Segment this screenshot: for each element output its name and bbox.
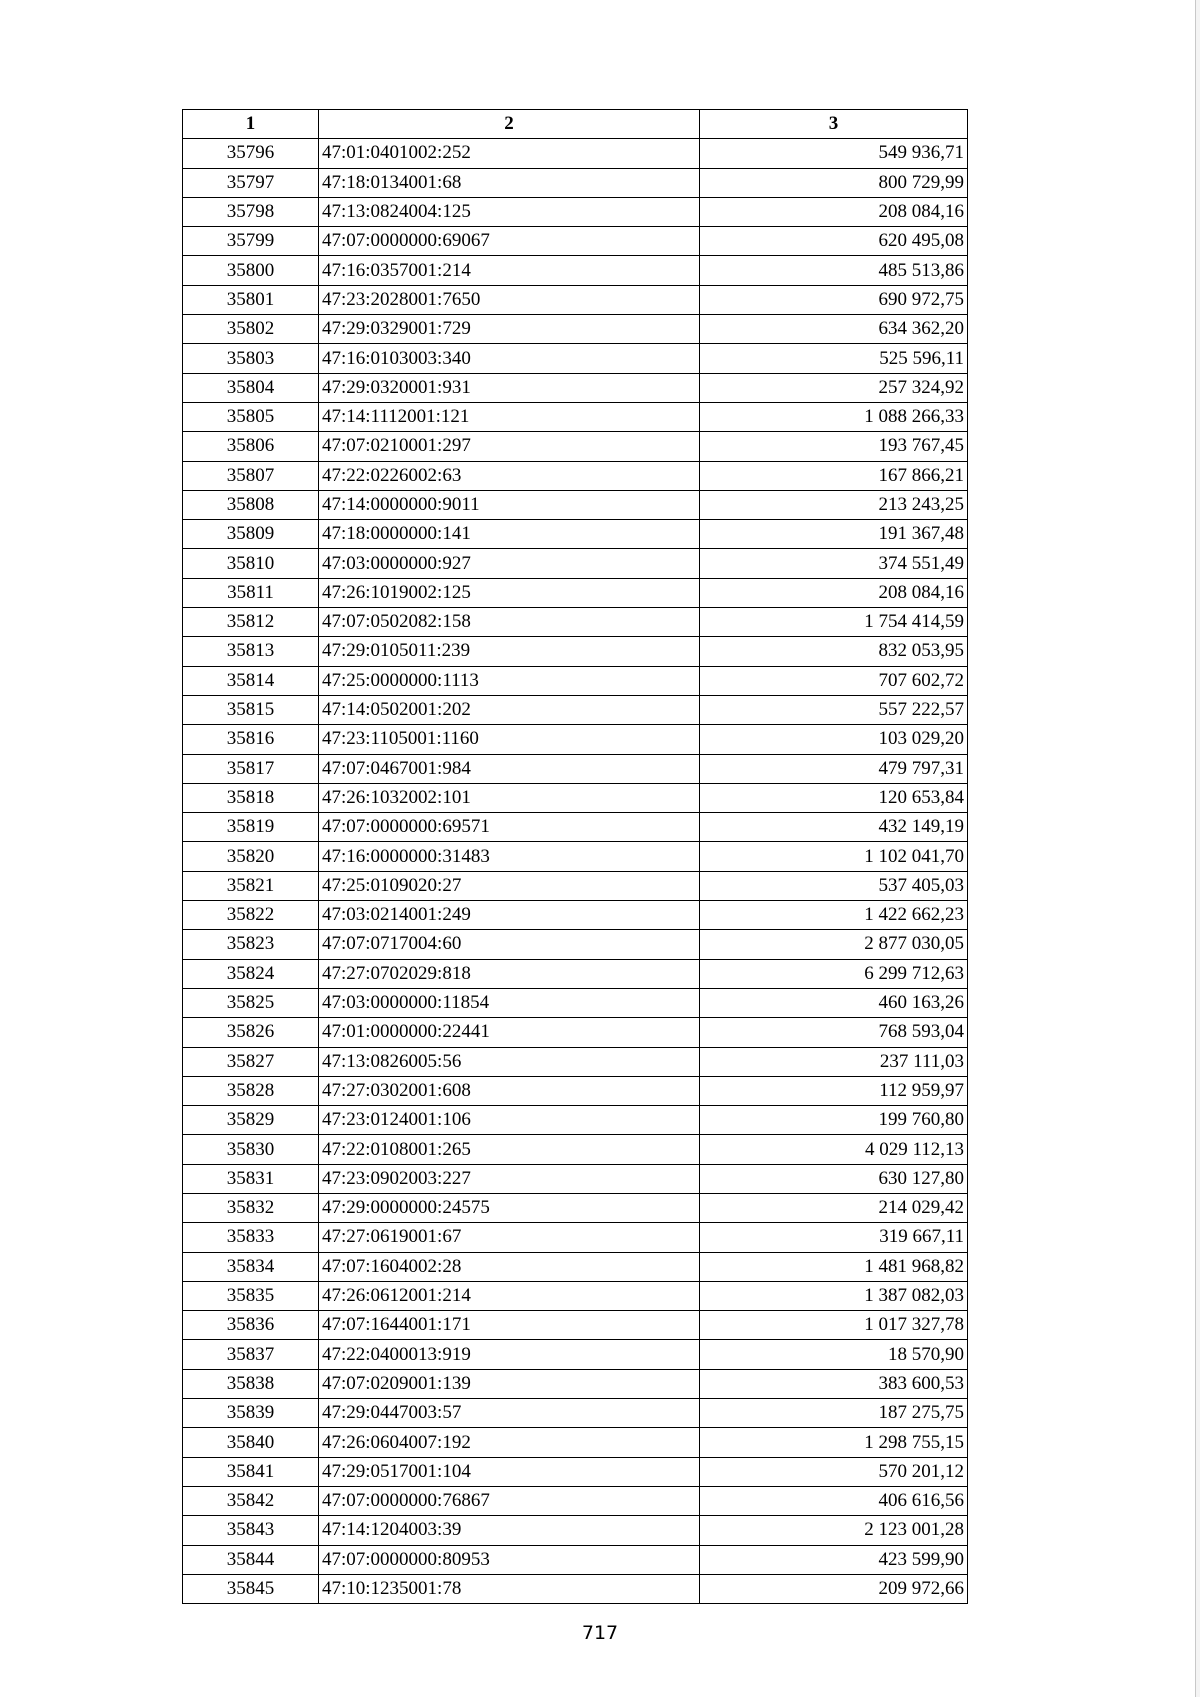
cadastral-number: 47:13:0826005:56 (319, 1047, 700, 1076)
cadastral-number: 47:16:0103003:340 (319, 344, 700, 373)
cadastral-number: 47:03:0000000:927 (319, 549, 700, 578)
table-row (183, 578, 968, 607)
cadastral-value: 209 972,66 (700, 1574, 968, 1603)
row-number: 35833 (183, 1223, 319, 1252)
cadastral-number: 47:14:0502001:202 (319, 695, 700, 724)
cadastral-number: 47:18:0000000:141 (319, 520, 700, 549)
table-row (183, 725, 968, 754)
table-row (183, 1311, 968, 1340)
cadastral-value: 319 667,11 (700, 1223, 968, 1252)
cadastral-value: 4 029 112,13 (700, 1135, 968, 1164)
cadastral-number: 47:27:0619001:67 (319, 1223, 700, 1252)
cadastral-number: 47:14:1204003:39 (319, 1516, 700, 1545)
cadastral-number: 47:22:0108001:265 (319, 1135, 700, 1164)
cadastral-number: 47:16:0357001:214 (319, 256, 700, 285)
cadastral-number: 47:14:0000000:9011 (319, 490, 700, 519)
cadastral-number: 47:29:0517001:104 (319, 1457, 700, 1486)
table-row (183, 227, 968, 256)
cadastral-value: 460 163,26 (700, 988, 968, 1017)
cadastral-number: 47:29:0000000:24575 (319, 1193, 700, 1222)
page-edge (1195, 0, 1200, 1697)
table-row (183, 695, 968, 724)
row-number: 35818 (183, 783, 319, 812)
cadastral-number: 47:07:0000000:69571 (319, 813, 700, 842)
row-number: 35840 (183, 1428, 319, 1457)
cadastral-number: 47:03:0214001:249 (319, 901, 700, 930)
table-row (183, 1399, 968, 1428)
cadastral-number: 47:29:0329001:729 (319, 315, 700, 344)
row-number: 35802 (183, 315, 319, 344)
cadastral-value: 1 298 755,15 (700, 1428, 968, 1457)
row-number: 35830 (183, 1135, 319, 1164)
row-number: 35801 (183, 285, 319, 314)
table-row (183, 520, 968, 549)
cadastral-value: 525 596,11 (700, 344, 968, 373)
table-row (183, 461, 968, 490)
table-row (183, 813, 968, 842)
cadastral-value: 423 599,90 (700, 1545, 968, 1574)
cadastral-number: 47:07:0000000:76867 (319, 1486, 700, 1515)
table-row (183, 1574, 968, 1603)
cadastral-number: 47:13:0824004:125 (319, 197, 700, 226)
row-number: 35825 (183, 988, 319, 1017)
cadastral-value: 191 367,48 (700, 520, 968, 549)
row-number: 35805 (183, 402, 319, 431)
column-header-2: 2 (319, 110, 700, 139)
cadastral-number: 47:03:0000000:11854 (319, 988, 700, 1017)
cadastral-value: 187 275,75 (700, 1399, 968, 1428)
row-number: 35810 (183, 549, 319, 578)
column-header-1: 1 (183, 110, 319, 139)
cadastral-number: 47:29:0320001:931 (319, 373, 700, 402)
cadastral-number: 47:07:0000000:80953 (319, 1545, 700, 1574)
cadastral-number: 47:07:0467001:984 (319, 754, 700, 783)
row-number: 35828 (183, 1076, 319, 1105)
row-number: 35804 (183, 373, 319, 402)
cadastral-number: 47:23:0902003:227 (319, 1164, 700, 1193)
table-row (183, 1135, 968, 1164)
cadastral-number: 47:07:1644001:171 (319, 1311, 700, 1340)
row-number: 35829 (183, 1106, 319, 1135)
row-number: 35808 (183, 490, 319, 519)
cadastral-number: 47:27:0702029:818 (319, 959, 700, 988)
row-number: 35799 (183, 227, 319, 256)
cadastral-number: 47:16:0000000:31483 (319, 842, 700, 871)
cadastral-number: 47:18:0134001:68 (319, 168, 700, 197)
cadastral-number: 47:22:0226002:63 (319, 461, 700, 490)
table-row (183, 1164, 968, 1193)
table-row (183, 608, 968, 637)
table-header-row (183, 110, 968, 139)
table-row (183, 1018, 968, 1047)
row-number: 35806 (183, 432, 319, 461)
table-row (183, 871, 968, 900)
table-row (183, 1369, 968, 1398)
cadastral-value: 103 029,20 (700, 725, 968, 754)
cadastral-number: 47:26:1032002:101 (319, 783, 700, 812)
cadastral-value: 1 481 968,82 (700, 1252, 968, 1281)
table-row (183, 1428, 968, 1457)
table-row (183, 842, 968, 871)
cadastral-value: 630 127,80 (700, 1164, 968, 1193)
cadastral-number: 47:23:0124001:106 (319, 1106, 700, 1135)
table-row (183, 490, 968, 519)
row-number: 35843 (183, 1516, 319, 1545)
row-number: 35831 (183, 1164, 319, 1193)
table-row (183, 1047, 968, 1076)
cadastral-number: 47:07:1604002:28 (319, 1252, 700, 1281)
table-row (183, 930, 968, 959)
cadastral-value: 208 084,16 (700, 197, 968, 226)
cadastral-number: 47:26:0604007:192 (319, 1428, 700, 1457)
table-row (183, 1281, 968, 1310)
cadastral-value: 537 405,03 (700, 871, 968, 900)
table-row (183, 901, 968, 930)
cadastral-value: 6 299 712,63 (700, 959, 968, 988)
row-number: 35835 (183, 1281, 319, 1310)
column-header-3: 3 (700, 110, 968, 139)
cadastral-number: 47:10:1235001:78 (319, 1574, 700, 1603)
table-row (183, 373, 968, 402)
row-number: 35821 (183, 871, 319, 900)
table-row (183, 1106, 968, 1135)
cadastral-value: 800 729,99 (700, 168, 968, 197)
row-number: 35817 (183, 754, 319, 783)
cadastral-value: 549 936,71 (700, 139, 968, 168)
cadastral-number: 47:25:0000000:1113 (319, 666, 700, 695)
cadastral-number: 47:07:0502082:158 (319, 608, 700, 637)
cadastral-number: 47:29:0105011:239 (319, 637, 700, 666)
cadastral-value: 167 866,21 (700, 461, 968, 490)
cadastral-value: 634 362,20 (700, 315, 968, 344)
table-row (183, 315, 968, 344)
row-number: 35819 (183, 813, 319, 842)
row-number: 35815 (183, 695, 319, 724)
cadastral-value: 620 495,08 (700, 227, 968, 256)
row-number: 35841 (183, 1457, 319, 1486)
table-row (183, 1076, 968, 1105)
row-number: 35823 (183, 930, 319, 959)
row-number: 35816 (183, 725, 319, 754)
cadastral-value: 406 616,56 (700, 1486, 968, 1515)
row-number: 35836 (183, 1311, 319, 1340)
table-row (183, 432, 968, 461)
cadastral-value: 257 324,92 (700, 373, 968, 402)
cadastral-value: 120 653,84 (700, 783, 968, 812)
cadastral-number: 47:07:0717004:60 (319, 930, 700, 959)
cadastral-number: 47:26:1019002:125 (319, 578, 700, 607)
row-number: 35797 (183, 168, 319, 197)
cadastral-number: 47:01:0401002:252 (319, 139, 700, 168)
row-number: 35842 (183, 1486, 319, 1515)
table-body (183, 139, 968, 1604)
cadastral-number: 47:23:2028001:7650 (319, 285, 700, 314)
row-number: 35813 (183, 637, 319, 666)
table-row (183, 988, 968, 1017)
table-row (183, 1516, 968, 1545)
cadastral-value: 214 029,42 (700, 1193, 968, 1222)
cadastral-value: 193 767,45 (700, 432, 968, 461)
cadastral-number: 47:14:1112001:121 (319, 402, 700, 431)
row-number: 35811 (183, 578, 319, 607)
cadastral-number: 47:01:0000000:22441 (319, 1018, 700, 1047)
cadastral-number: 47:07:0210001:297 (319, 432, 700, 461)
cadastral-number: 47:27:0302001:608 (319, 1076, 700, 1105)
row-number: 35838 (183, 1369, 319, 1398)
table-row (183, 1193, 968, 1222)
cadastral-value: 112 959,97 (700, 1076, 968, 1105)
cadastral-value: 383 600,53 (700, 1369, 968, 1398)
table-row (183, 1223, 968, 1252)
cadastral-value: 1 422 662,23 (700, 901, 968, 930)
table-row (183, 402, 968, 431)
cadastral-value: 2 123 001,28 (700, 1516, 968, 1545)
cadastral-value: 208 084,16 (700, 578, 968, 607)
row-number: 35814 (183, 666, 319, 695)
table-row (183, 1457, 968, 1486)
cadastral-number: 47:29:0447003:57 (319, 1399, 700, 1428)
row-number: 35798 (183, 197, 319, 226)
cadastral-value: 1 754 414,59 (700, 608, 968, 637)
row-number: 35824 (183, 959, 319, 988)
registry-table (182, 109, 968, 1604)
table-row (183, 754, 968, 783)
cadastral-value: 1 088 266,33 (700, 402, 968, 431)
cadastral-value: 768 593,04 (700, 1018, 968, 1047)
row-number: 35800 (183, 256, 319, 285)
table-row (183, 1252, 968, 1281)
table-row (183, 1486, 968, 1515)
row-number: 35826 (183, 1018, 319, 1047)
cadastral-number: 47:23:1105001:1160 (319, 725, 700, 754)
cadastral-value: 18 570,90 (700, 1340, 968, 1369)
row-number: 35809 (183, 520, 319, 549)
cadastral-value: 485 513,86 (700, 256, 968, 285)
table-row (183, 637, 968, 666)
cadastral-number: 47:07:0000000:69067 (319, 227, 700, 256)
table-row (183, 139, 968, 168)
row-number: 35807 (183, 461, 319, 490)
cadastral-value: 1 017 327,78 (700, 1311, 968, 1340)
row-number: 35803 (183, 344, 319, 373)
row-number: 35845 (183, 1574, 319, 1603)
cadastral-number: 47:26:0612001:214 (319, 1281, 700, 1310)
table-row (183, 783, 968, 812)
row-number: 35822 (183, 901, 319, 930)
row-number: 35839 (183, 1399, 319, 1428)
table-row (183, 1545, 968, 1574)
cadastral-number: 47:07:0209001:139 (319, 1369, 700, 1398)
cadastral-value: 690 972,75 (700, 285, 968, 314)
cadastral-value: 1 102 041,70 (700, 842, 968, 871)
row-number: 35796 (183, 139, 319, 168)
table-row (183, 549, 968, 578)
row-number: 35820 (183, 842, 319, 871)
row-number: 35844 (183, 1545, 319, 1574)
row-number: 35832 (183, 1193, 319, 1222)
row-number: 35837 (183, 1340, 319, 1369)
row-number: 35812 (183, 608, 319, 637)
cadastral-number: 47:22:0400013:919 (319, 1340, 700, 1369)
cadastral-value: 213 243,25 (700, 490, 968, 519)
table-row (183, 666, 968, 695)
table-row (183, 256, 968, 285)
cadastral-value: 832 053,95 (700, 637, 968, 666)
cadastral-value: 374 551,49 (700, 549, 968, 578)
cadastral-value: 707 602,72 (700, 666, 968, 695)
table-row (183, 1340, 968, 1369)
row-number: 35827 (183, 1047, 319, 1076)
cadastral-value: 199 760,80 (700, 1106, 968, 1135)
table-row (183, 168, 968, 197)
cadastral-value: 432 149,19 (700, 813, 968, 842)
cadastral-value: 479 797,31 (700, 754, 968, 783)
table-row (183, 959, 968, 988)
cadastral-value: 570 201,12 (700, 1457, 968, 1486)
table-row (183, 197, 968, 226)
cadastral-value: 1 387 082,03 (700, 1281, 968, 1310)
cadastral-value: 557 222,57 (700, 695, 968, 724)
page-number: 717 (581, 1622, 619, 1644)
cadastral-value: 237 111,03 (700, 1047, 968, 1076)
cadastral-number: 47:25:0109020:27 (319, 871, 700, 900)
row-number: 35834 (183, 1252, 319, 1281)
table-row (183, 344, 968, 373)
table-row (183, 285, 968, 314)
cadastral-value: 2 877 030,05 (700, 930, 968, 959)
